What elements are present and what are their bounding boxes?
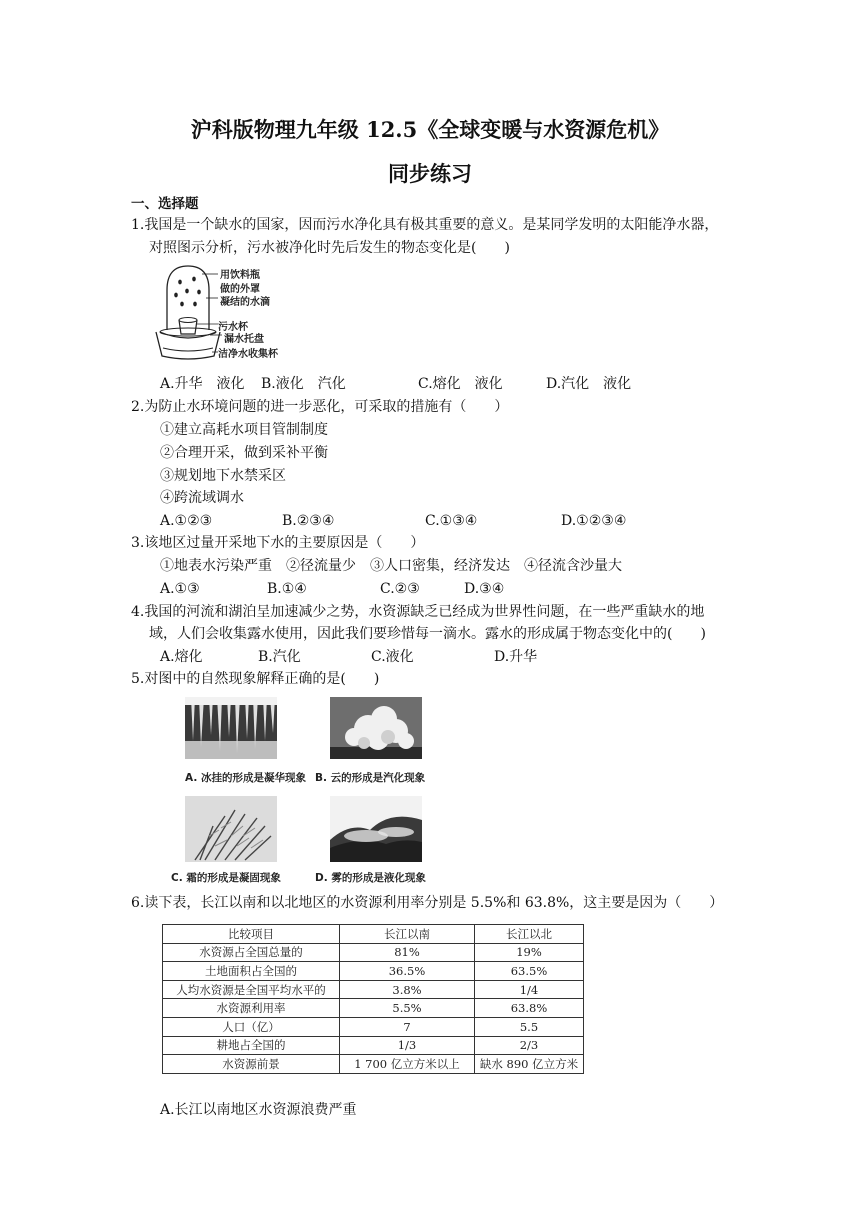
q1-fig-label-1: 用饮料瓶 xyxy=(220,270,260,281)
table-cell: 水资源利用率 xyxy=(163,999,340,1018)
q5-caption-b: B. 云的形成是汽化现象 xyxy=(315,772,426,784)
q1-stem-line2: 对照图示分析，污水被净化时先后发生的物态变化是( ) xyxy=(149,240,510,256)
q3-option-c: C.②③ xyxy=(380,581,420,597)
q5-caption-c: C. 霜的形成是凝固现象 xyxy=(171,872,281,884)
table-cell: 5.5% xyxy=(340,999,475,1018)
table-cell: 1/3 xyxy=(340,1036,475,1055)
table-cell: 19% xyxy=(475,943,584,962)
clouds-photo xyxy=(330,697,422,759)
fog-photo xyxy=(330,796,422,862)
q2-item-3: ③规划地下水禁采区 xyxy=(160,468,286,484)
table-row xyxy=(163,1017,584,1036)
q1-option-b: B.液化 汽化 xyxy=(261,376,346,392)
q4-option-c: C.液化 xyxy=(371,649,414,665)
q2-item-4: ④跨流域调水 xyxy=(160,490,244,506)
q1-stem-line1: 1.我国是一个缺水的国家，因而污水净化具有极其重要的意义。是某同学发明的太阳能净水器， xyxy=(131,217,719,233)
table-cell: 1/4 xyxy=(475,980,584,999)
table-row xyxy=(163,962,584,981)
q5-stem: 5.对图中的自然现象解释正确的是( ) xyxy=(131,671,380,687)
table-header-row xyxy=(163,925,584,944)
table-cell: 耕地占全国的 xyxy=(163,1036,340,1055)
q3-option-d: D.③④ xyxy=(464,581,505,597)
section-heading: 一、选择题 xyxy=(131,196,199,212)
table-row xyxy=(163,943,584,962)
q1-option-a: A.升华 液化 xyxy=(160,376,245,392)
q1-option-d: D.汽化 液化 xyxy=(546,376,632,392)
q3-stem: 3.该地区过量开采地下水的主要原因是（ ） xyxy=(131,535,425,551)
q3-items: ①地表水污染严重 ②径流量少 ③人口密集，经济发达 ④径流含沙量大 xyxy=(160,558,622,574)
table-cell: 36.5% xyxy=(340,962,475,981)
table-row xyxy=(163,1055,584,1074)
q6-stem: 6.读下表，长江以南和以北地区的水资源利用率分别是 5.5%和 63.8%，这主要是因为（ ） xyxy=(131,895,724,911)
table-cell: 水资源占全国总量的 xyxy=(163,943,340,962)
q2-item-1: ①建立高耗水项目管制制度 xyxy=(160,422,328,438)
q1-fig-label-6: 洁净水收集杯 xyxy=(218,349,278,360)
table-cell: 3.8% xyxy=(340,980,475,999)
table-header-cell: 比较项目 xyxy=(163,925,340,944)
q3-option-b: B.①④ xyxy=(267,581,307,597)
q4-stem-line1: 4.我国的河流和湖泊呈加速减少之势，水资源缺乏已经成为世界性问题，在一些严重缺水的地 xyxy=(131,604,705,620)
table-cell: 土地面积占全国的 xyxy=(163,962,340,981)
table-cell: 水资源前景 xyxy=(163,1055,340,1074)
table-row xyxy=(163,1036,584,1055)
q4-option-b: B.汽化 xyxy=(258,649,301,665)
table-cell: 人均水资源是全国平均水平的 xyxy=(163,980,340,999)
q5-caption-a: A. 冰挂的形成是凝华现象 xyxy=(185,772,306,784)
table-cell: 人口（亿） xyxy=(163,1017,340,1036)
q2-option-b: B.②③④ xyxy=(282,513,335,529)
icicles-photo xyxy=(185,697,277,759)
table-row xyxy=(163,980,584,999)
table-header-cell: 长江以北 xyxy=(475,925,584,944)
q2-stem: 2.为防止水环境问题的进一步恶化，可采取的措施有（ ） xyxy=(131,399,509,415)
q2-option-d: D.①②③④ xyxy=(561,513,627,529)
page-subtitle: 同步练习 xyxy=(388,161,472,186)
table-cell: 63.5% xyxy=(475,962,584,981)
page-title: 沪科版物理九年级 12.5《全球变暖与水资源危机》 xyxy=(190,117,670,142)
q1-option-c: C.熔化 液化 xyxy=(418,376,503,392)
frost-photo xyxy=(185,796,277,862)
table-row xyxy=(163,999,584,1018)
q2-option-c: C.①③④ xyxy=(425,513,478,529)
table-cell: 5.5 xyxy=(475,1017,584,1036)
table-cell: 81% xyxy=(340,943,475,962)
q1-fig-label-2: 做的外罩 xyxy=(220,284,260,295)
table-header-cell: 长江以南 xyxy=(340,925,475,944)
q2-option-a: A.①②③ xyxy=(160,513,213,529)
table-cell: 7 xyxy=(340,1017,475,1036)
table-cell: 缺水 890 亿立方米 xyxy=(475,1055,584,1074)
q1-fig-label-5: 漏水托盘 xyxy=(224,334,264,345)
q5-caption-d: D. 雾的形成是液化现象 xyxy=(315,872,426,884)
table-cell: 63.8% xyxy=(475,999,584,1018)
q1-fig-label-3: 凝结的水滴 xyxy=(220,297,270,308)
table-cell: 1 700 亿立方米以上 xyxy=(340,1055,475,1074)
q4-option-d: D.升华 xyxy=(494,649,538,665)
q2-item-2: ②合理开采，做到采补平衡 xyxy=(160,445,328,461)
q4-stem-line2: 域，人们会收集露水使用，因此我们要珍惜每一滴水。露水的形成属于物态变化中的( ) xyxy=(149,626,706,642)
q3-option-a: A.①③ xyxy=(160,581,200,597)
q6-option-a: A.长江以南地区水资源浪费严重 xyxy=(160,1102,357,1118)
q1-fig-label-4: 污水杯 xyxy=(218,322,248,333)
q4-option-a: A.熔化 xyxy=(160,649,203,665)
water-resource-comparison-table xyxy=(162,924,584,1074)
table-cell: 2/3 xyxy=(475,1036,584,1055)
